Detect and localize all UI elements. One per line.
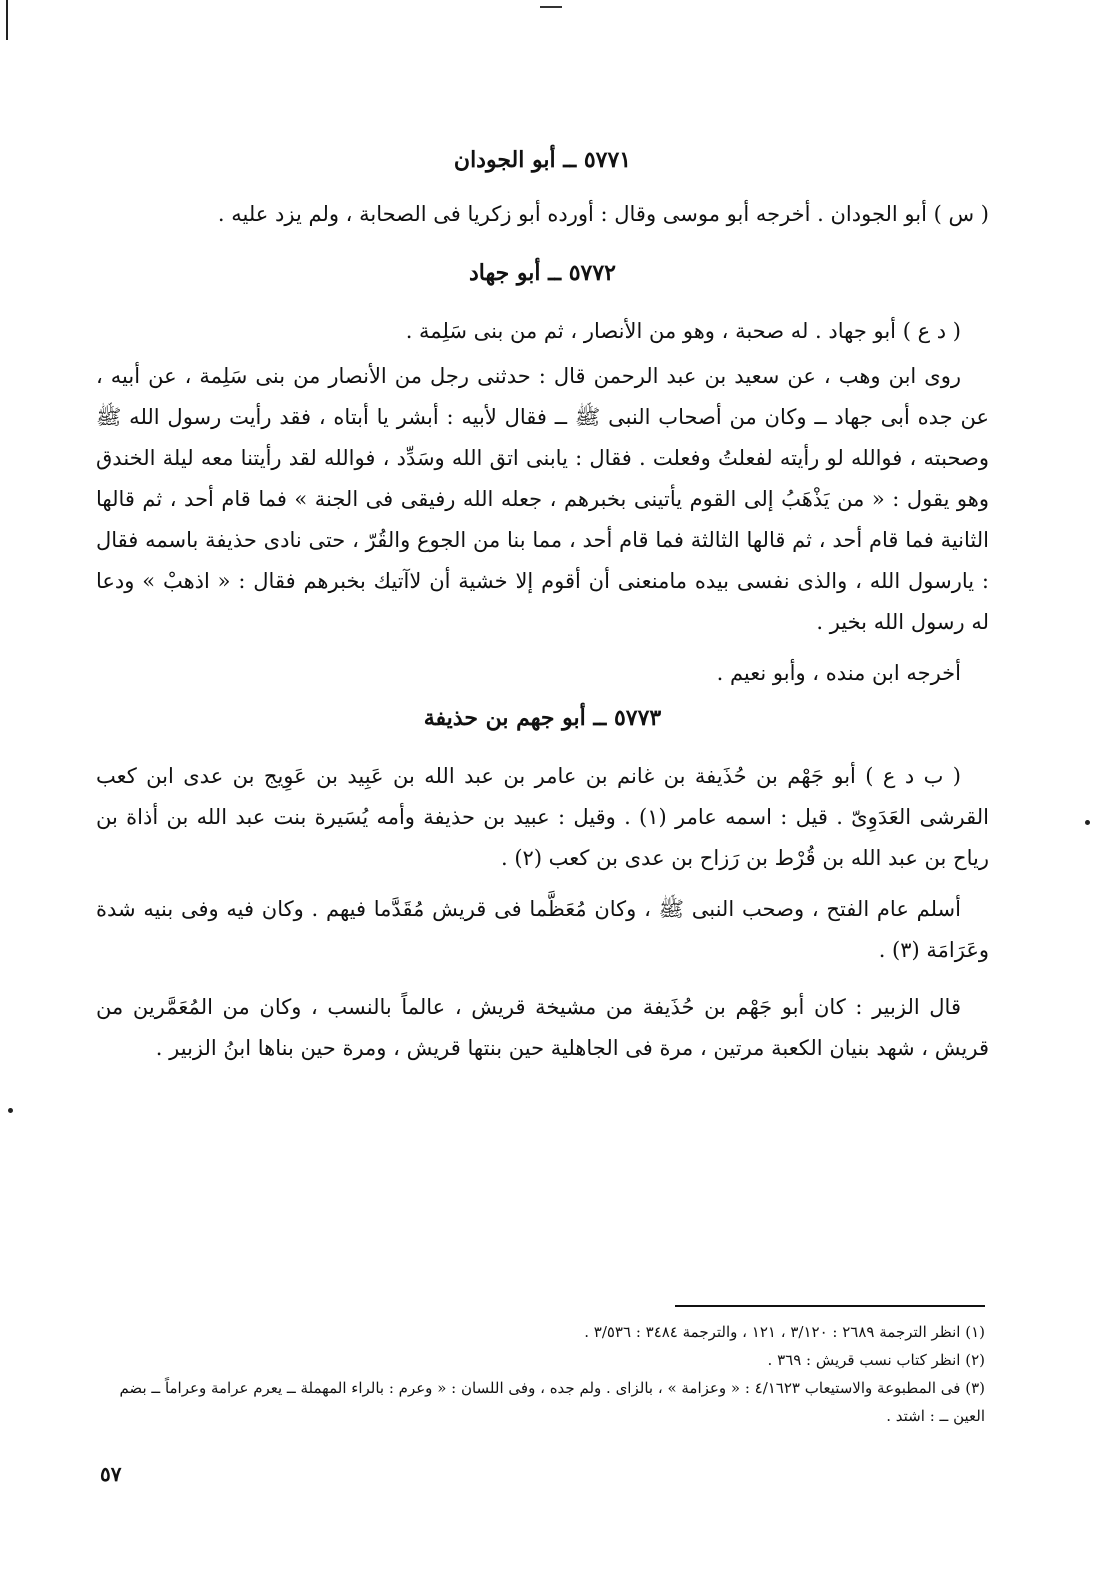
entry-paragraph: قال الزبير : كان أبو جَهْم بن حُذَيفة من مشيخة قريش ، عالماً بالنسب ، وكان من المُعَمَّرين من قريش ، شهد بنيان الكعبة مرتين ، مرة فى الجاهلية حين بنتها قريش ، ومرة حين بناها ابنُ الزبير . xyxy=(96,995,989,1060)
entry-heading: ٥٧٧٢ ــ أبو جهاد xyxy=(469,260,616,286)
scan-edge-line xyxy=(6,0,8,40)
footnote: (١) انظر الترجمة ٢٦٨٩ : ٣/١٢٠ ، ١٢١ ، والترجمة ٣٤٨٤ : ٣/٥٣٦ . xyxy=(584,1323,985,1341)
entry-heading: ٥٧٧٣ ــ أبو جهم بن حذيفة xyxy=(423,705,662,731)
footnotes xyxy=(115,1318,985,1430)
entry-paragraph: ( د ع ) أبو جهاد . له صحبة ، وهو من الأنصار ، ثم من بنى سَلِمة . xyxy=(405,319,961,343)
entry-paragraph: روى ابن وهب ، عن سعيد بن عبد الرحمن قال : حدثنى رجل من الأنصار من بنى سَلِمة ، عن أبيه ، عن جده أبى جهاد ــ وكان من أصحاب النبى ﷺ ــ فقال لأبيه : أبشر يا أبتاه ، فقد رأيت رسول الله ﷺ وصحبته ، فوالله لو رأيته لفعلتُ وفعلت . فقال : يابنى اتق الله وسَدِّد ، فوالله لقد رأيتنا معه ليلة الخندق وهو يقول : « من يَذْهَبُ إلى القوم يأتينى بخبرهم ، جعله الله رفيقى فى الجنة » فما قام أحد ، ثم قالها الثانية فما قام أحد ، ثم قالها الثالثة فما قام أحد ، مما بنا من الجوع والقُرّ ، حتى نادى حذيفة باسمه فقال : يارسول الله ، والذى نفسى بيده مامنعنى أن أقوم إلا خشية أن لاآتيك بخبرهم فقال : « اذهبْ » ودعا له رسول الله بخير . xyxy=(96,364,989,634)
entry-paragraph: أسلم عام الفتح ، وصحب النبى ﷺ ، وكان مُعَظَّما فى قريش مُقَدَّما فيهم . وكان فيه وفى بنيه شدة وعَرَامَة (٣) . xyxy=(96,897,989,962)
footnote-separator xyxy=(675,1305,985,1307)
footnote: (٣) فى المطبوعة والاستيعاب ٤/١٦٢٣ : « وعزامة » ، بالزاى . ولم جده ، وفى اللسان : « وعرم : بالراء المهملة ــ يعرم عرامة وعراماً ــ بضم العين ــ : اشتد . xyxy=(119,1379,985,1425)
entry-heading: ٥٧٧١ ــ أبو الجودان xyxy=(453,147,632,173)
entry-paragraph: أخرجه ابن منده ، وأبو نعيم . xyxy=(716,661,961,685)
scan-top-mark xyxy=(540,6,562,8)
page-number: ٥٧ xyxy=(100,1462,122,1486)
scan-dot xyxy=(8,1108,13,1113)
entry-paragraph: ( ب د ع ) أبو جَهْم بن حُذَيفة بن غانم بن عامر بن عبد الله بن عَبِيد بن عَوِيج بن عدى ابن كعب القرشى العَدَوِىّ . قيل : اسمه عامر (١) . وقيل : عبيد بن حذيفة وأمه يُسَيرة بنت عبد الله بن أذاة بن رياح بن عبد الله بن قُرْط بن رَزاح بن عدى بن كعب (٢) . xyxy=(96,764,989,870)
main-content xyxy=(90,140,995,1069)
scan-dot xyxy=(1085,820,1090,825)
footnote: (٢) انظر كتاب نسب قريش : ٣٦٩ . xyxy=(767,1351,985,1369)
entry-paragraph: ( س ) أبو الجودان . أخرجه أبو موسى وقال : أورده أبو زكريا فى الصحابة ، ولم يزد عليه . xyxy=(217,202,989,226)
